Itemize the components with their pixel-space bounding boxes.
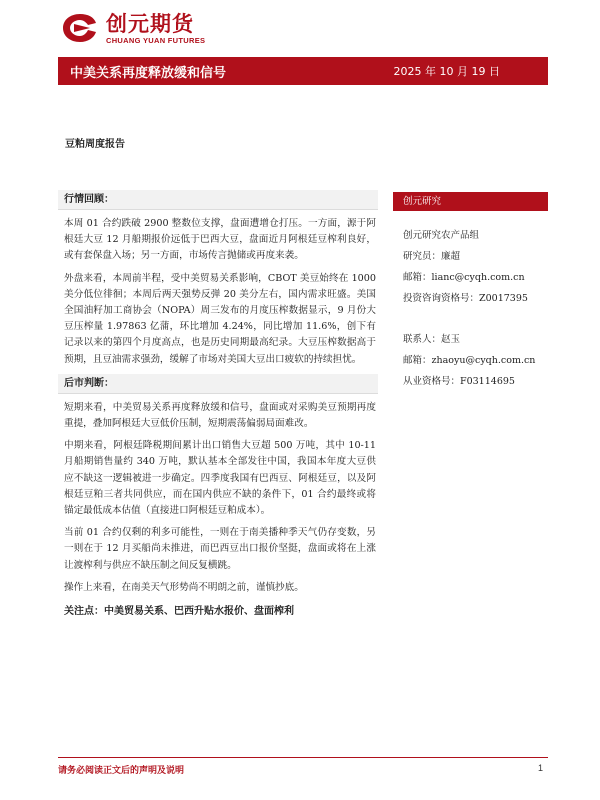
contact-email[interactable]: 邮箱：zhaoyu@cyqh.com.cn — [403, 355, 536, 366]
paragraph: 中期来看，阿根廷降税期间累计出口销售大豆超 500 万吨，其中 10-11 月船期销售量约 340 万吨，默认基本全部发往中国，我国本年度大豆供应不缺这一逻辑被进一步确定。四季度我国有巴西豆、阿根廷豆，以及阿根廷豆粕三者共同供应，而在国内供应不缺的条件下，01 合约最终或将锚定最低成本估值（直接进口阿根廷豆粕成本）。 — [64, 440, 376, 517]
focus-points: 关注点：中美贸易关系、巴西升贴水报价、盘面榨利 — [64, 606, 294, 618]
report-type: 豆粕周度报告 — [65, 139, 125, 150]
logo-name-en: CHUANG YUAN FUTURES — [106, 35, 206, 45]
paragraph: 外盘来看，本周前半程，受中美贸易关系影响，CBOT 美豆始终在 1000 美分低位徘徊；本周后两天强势反弹 20 美分左右，国内需求旺盛。美国全国油籽加工商协会（NOPA）周三发布的月度压榨数据显示，9 月份大豆压榨量 1.97863 亿蒲，环比增加 4.24%，同比增加 11.6%，创下有记录以来的第四个月度高点，也是历史同期最高纪录。大豆压榨数据高于预期，且豆油需求强劲，缓解了市场对美国大豆出口疲软的持续担忧。 — [64, 272, 376, 365]
practice-license: 从业资格号：F03114695 — [403, 376, 515, 387]
report-title-bar — [58, 57, 548, 85]
footer-divider — [58, 757, 548, 758]
researcher-email[interactable]: 邮箱：lianc@cyqh.com.cn — [403, 272, 525, 283]
researcher: 研究员：廉超 — [403, 251, 461, 262]
section-heading-outlook: 后市判断： — [58, 374, 378, 394]
logo-name-cn: 创元期货 — [106, 10, 194, 36]
contact-person: 联系人：赵玉 — [403, 334, 461, 345]
section-heading-review: 行情回顾： — [58, 190, 378, 210]
paragraph: 短期来看，中美贸易关系再度释放缓和信号，盘面或对采购美豆预期再度重提，叠加阿根廷大豆低价压制，短期震荡偏弱局面难改。 — [64, 401, 376, 430]
team-name: 创元研究农产品组 — [403, 230, 480, 241]
sidebar-contact — [393, 192, 548, 392]
sidebar-heading: 创元研究 — [393, 192, 548, 211]
footer-disclaimer[interactable]: 请务必阅读正文后的声明及说明 — [58, 766, 185, 776]
main-content — [58, 190, 378, 617]
consulting-license: 投资咨询资格号：Z0017395 — [403, 293, 528, 304]
paragraph: 本周 01 合约跌破 2900 整数位支撑，盘面遭增仓打压。一方面，源于阿根廷大豆 12 月船期报价远低于巴西大豆，盘面近月阿根廷豆榨利良好，或有套保盘入场；另一方面，市场传言抛储或再度来袭。 — [64, 218, 376, 262]
report-title: 中美关系再度释放缓和信号 — [70, 65, 227, 81]
paragraph: 当前 01 合约仅剩的利多可能性，一则在于南美播种季天气仍存变数，另一则在于 12 月买船尚未推进，而巴西豆出口报价坚挺，盘面或将在上涨让渡榨利与供应不缺压制之间反复横跳。 — [64, 527, 376, 571]
paragraph: 操作上来看，在南美天气形势尚不明朗之前，谨慎抄底。 — [64, 581, 304, 593]
report-date: 2025 年 10 月 19 日 — [393, 65, 500, 78]
page-number: 1 — [538, 763, 544, 773]
logo-mark-icon — [60, 10, 100, 46]
company-logo — [60, 10, 205, 46]
